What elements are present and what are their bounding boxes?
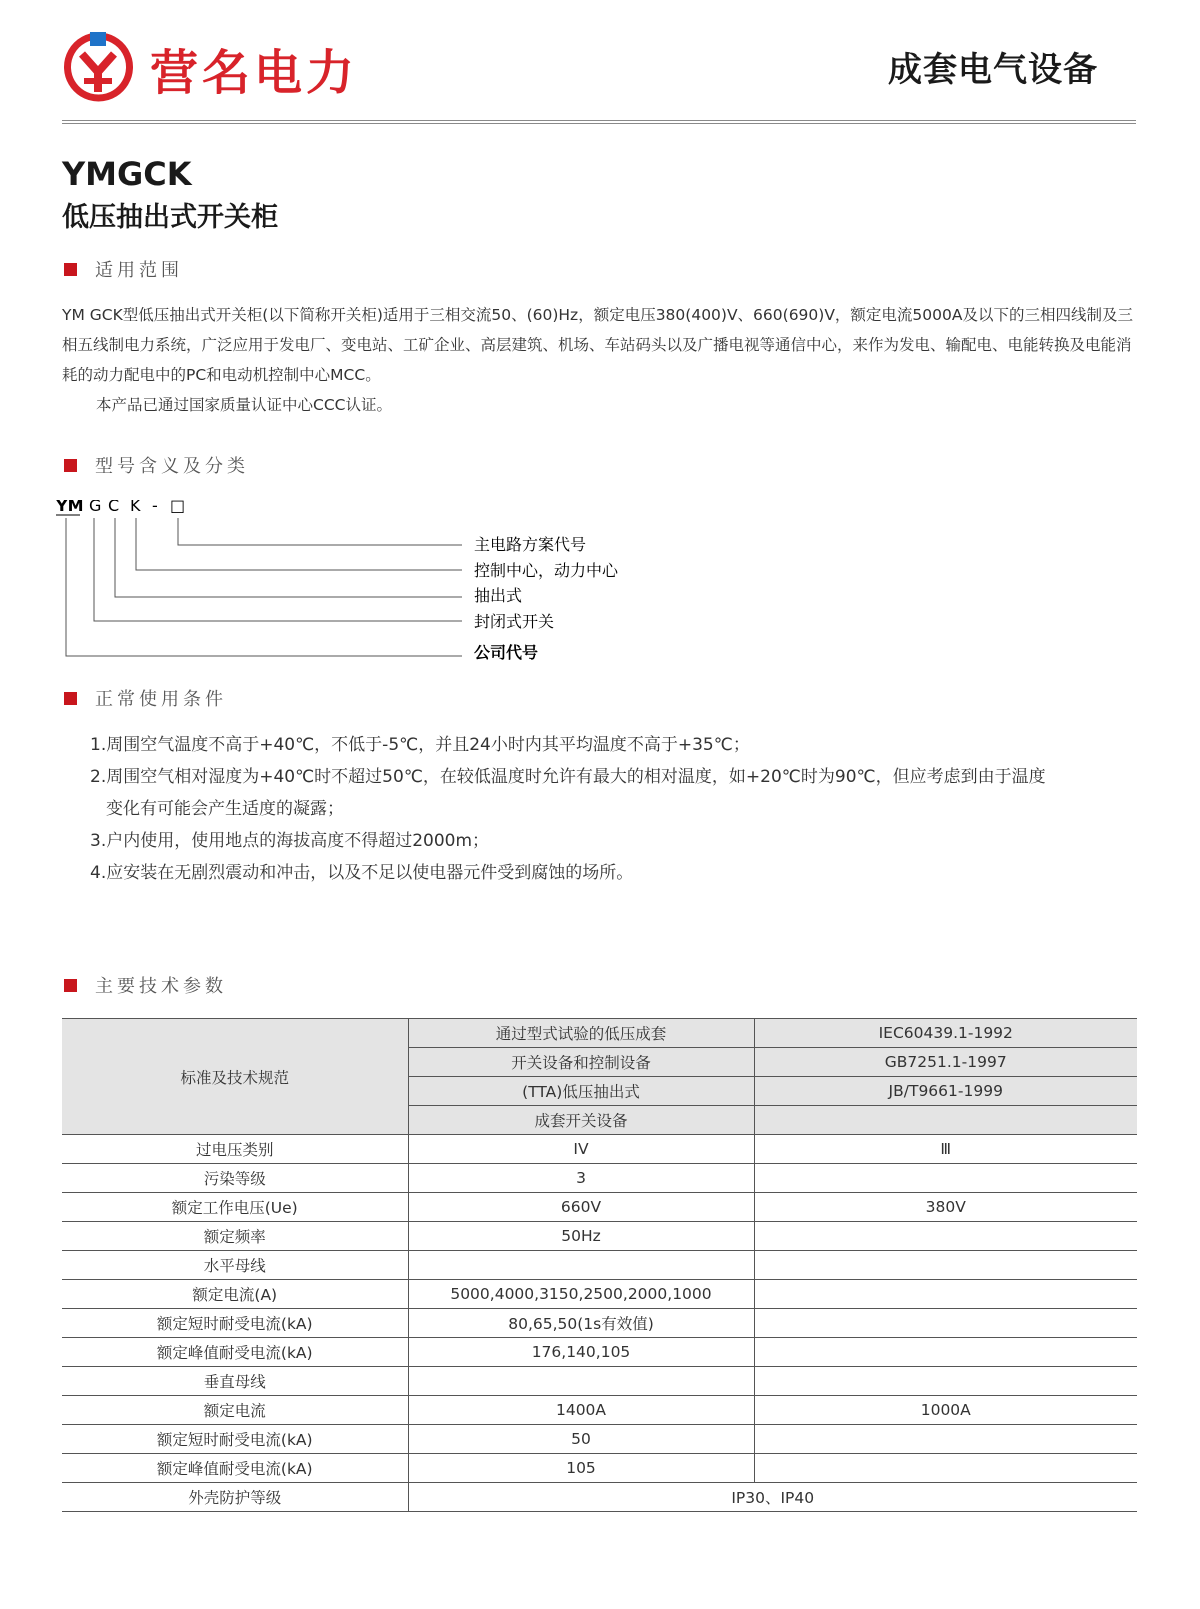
table-row (62, 1222, 1137, 1251)
scope-paragraph: YM GCK型低压抽出式开关柜(以下简称开关柜)适用于三相交流50、(60)Hz，额定电压380(400)V、660(690)V，额定电流5000A及以下的三相四线制及三相五线制电力系统，广泛应用于发电厂、变电站、工矿企业、高层建筑、机场、车站码头以及广播电视等通信中心，来作为发电、输配电、电能转换及电能消耗的动力配电中的PC和电动机控制中心MCC。 (62, 306, 1133, 384)
scope-text (62, 300, 1138, 420)
brand-logo-icon (62, 30, 134, 104)
table-cell: (TTA)低压抽出式 (408, 1077, 754, 1106)
table-cell: 额定短时耐受电流(kA) (62, 1309, 408, 1338)
table-cell (754, 1338, 1137, 1367)
table-cell: 176,140,105 (408, 1338, 754, 1367)
table-row (62, 1164, 1137, 1193)
table-row (62, 1280, 1137, 1309)
conditions-list (90, 729, 1150, 889)
table-cell: GB7251.1-1997 (754, 1048, 1137, 1077)
table-cell: 通过型式试验的低压成套 (408, 1019, 754, 1048)
table-cell: 开关设备和控制设备 (408, 1048, 754, 1077)
bullet-square-icon (64, 692, 77, 705)
standards-label-cell: 标准及技术规范 (62, 1019, 408, 1135)
table-row (62, 1483, 1137, 1512)
model-label-enclosed: 封闭式开关 (474, 612, 555, 631)
table-cell (754, 1425, 1137, 1454)
model-label-control: 控制中心，动力中心 (474, 561, 619, 580)
table-row (62, 1338, 1137, 1367)
header-divider-2 (62, 123, 1136, 124)
table-cell: 额定频率 (62, 1222, 408, 1251)
table-row (62, 1309, 1137, 1338)
table-cell (754, 1367, 1137, 1396)
table-cell: 成套开关设备 (408, 1106, 754, 1135)
table-cell: 污染等级 (62, 1164, 408, 1193)
model-label-company: 公司代号 (474, 643, 539, 662)
table-cell: 额定峰值耐受电流(kA) (62, 1454, 408, 1483)
table-row (62, 1454, 1137, 1483)
table-row (62, 1193, 1137, 1222)
table-cell: 额定电流 (62, 1396, 408, 1425)
model-part-scheme: □ (170, 500, 186, 515)
table-cell (408, 1367, 754, 1396)
table-cell: 380V (754, 1193, 1137, 1222)
table-cell: 过电压类别 (62, 1135, 408, 1164)
table-cell: 额定短时耐受电流(kA) (62, 1425, 408, 1454)
model-label-drawout: 抽出式 (474, 586, 523, 605)
table-row (62, 1019, 1137, 1048)
technical-parameters-table (62, 1018, 1137, 1512)
table-cell (754, 1280, 1137, 1309)
table-cell (408, 1251, 754, 1280)
bullet-square-icon (64, 459, 77, 472)
bullet-square-icon (64, 263, 77, 276)
table-row (62, 1396, 1137, 1425)
table-row (62, 1251, 1137, 1280)
table-cell: 105 (408, 1454, 754, 1483)
table-cell (754, 1106, 1137, 1135)
table-cell: 额定工作电压(Ue) (62, 1193, 408, 1222)
product-name: 低压抽出式开关柜 (62, 202, 278, 233)
table-cell (754, 1222, 1137, 1251)
condition-item: 3.户内使用，使用地点的海拔高度不得超过2000m； (90, 831, 490, 851)
table-cell: 1000A (754, 1396, 1137, 1425)
model-code-diagram (0, 500, 700, 690)
section-heading-model: 型号含义及分类 (64, 453, 249, 477)
table-cell (754, 1309, 1137, 1338)
condition-item: 4.应安装在无剧烈震动和冲击，以及不足以使电器元件受到腐蚀的场所。 (90, 863, 634, 883)
table-cell: 水平母线 (62, 1251, 408, 1280)
table-cell: IV (408, 1135, 754, 1164)
table-row (62, 1367, 1137, 1396)
table-cell (754, 1164, 1137, 1193)
model-part-company: YM (56, 500, 84, 515)
table-cell: 5000,4000,3150,2500,2000,1000 (408, 1280, 754, 1309)
table-cell: 1400A (408, 1396, 754, 1425)
table-cell: 3 (408, 1164, 754, 1193)
table-cell: 660V (408, 1193, 754, 1222)
model-part-dash: - (152, 500, 158, 515)
condition-item-continuation: 变化有可能会产生适度的凝露； (106, 799, 344, 819)
section-heading-scope: 适用范围 (64, 257, 183, 281)
table-cell: 80,65,50(1s有效值) (408, 1309, 754, 1338)
model-label-scheme: 主电路方案代号 (474, 535, 587, 554)
section-heading-conditions: 正常使用条件 (64, 686, 227, 710)
table-cell: IP30、IP40 (408, 1483, 1137, 1512)
bullet-square-icon (64, 979, 77, 992)
model-part-k: K (130, 500, 141, 515)
table-cell: 50 (408, 1425, 754, 1454)
table-cell: 额定峰值耐受电流(kA) (62, 1338, 408, 1367)
table-cell: 外壳防护等级 (62, 1483, 408, 1512)
table-cell (754, 1454, 1137, 1483)
table-cell: Ⅲ (754, 1135, 1137, 1164)
model-part-g: G (89, 500, 102, 515)
product-model: YMGCK (62, 155, 192, 193)
table-cell: IEC60439.1-1992 (754, 1019, 1137, 1048)
table-cell: 垂直母线 (62, 1367, 408, 1396)
section-heading-params: 主要技术参数 (64, 973, 227, 997)
model-part-c: C (108, 500, 120, 515)
table-cell: JB/T9661-1999 (754, 1077, 1137, 1106)
condition-item: 2.周围空气相对湿度为+40℃时不超过50℃，在较低温度时允许有最大的相对温度，如+20℃时为90℃，但应考虑到由于温度 (90, 767, 1046, 787)
table-row (62, 1135, 1137, 1164)
catalog-category: 成套电气设备 (888, 50, 1098, 90)
condition-item: 1.周围空气温度不高于+40℃，不低于-5℃，并且24小时内其平均温度不高于+35℃； (90, 735, 750, 755)
table-row (62, 1425, 1137, 1454)
table-cell: 额定电流(A) (62, 1280, 408, 1309)
header-divider (62, 120, 1136, 121)
table-cell: 50Hz (408, 1222, 754, 1251)
scope-certification: 本产品已通过国家质量认证中心CCC认证。 (96, 396, 392, 414)
brand-name: 营名电力 (150, 45, 359, 101)
table-cell (754, 1251, 1137, 1280)
